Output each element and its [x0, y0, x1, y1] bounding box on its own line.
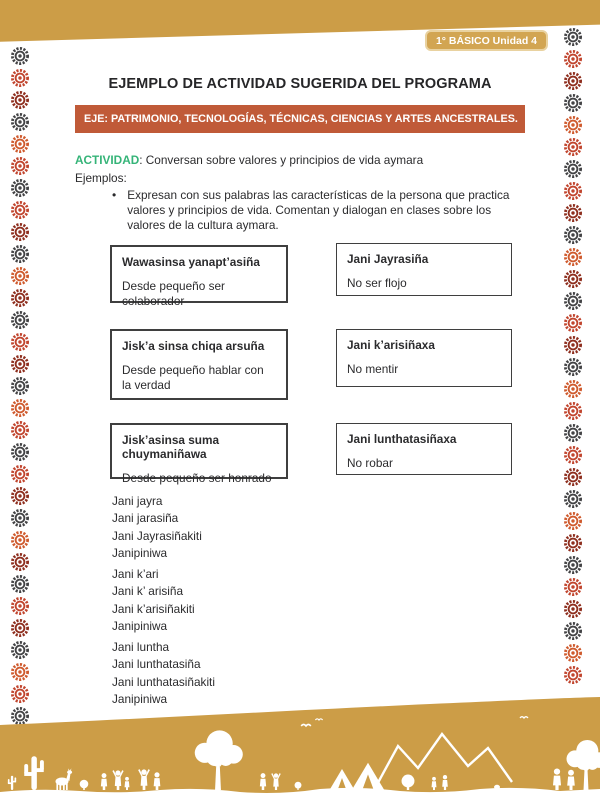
value-box-no-mentir — [336, 329, 512, 387]
ornament-medallion-icon — [10, 530, 30, 550]
word-list-item: Janipiniwa — [112, 618, 168, 633]
value-box-no-robar — [336, 423, 512, 475]
activity-line — [75, 153, 535, 167]
ornament-medallion-icon — [563, 269, 583, 289]
ornament-medallion-icon — [10, 222, 30, 242]
ornament-medallion-icon — [563, 49, 583, 69]
ornament-chain-right — [563, 27, 583, 685]
word-list-jayra — [112, 493, 202, 562]
ornament-medallion-icon — [563, 665, 583, 685]
value-box-aymara: Jani lunthatasiñaxa — [347, 432, 457, 446]
word-list-item: Janipiniwa — [112, 691, 168, 706]
word-list-item: Janipiniwa — [112, 545, 168, 560]
ornament-medallion-icon — [563, 313, 583, 333]
ornament-medallion-icon — [10, 90, 30, 110]
value-box-aymara: Jisk’a sinsa chiqa arsuña — [122, 339, 265, 353]
ornament-medallion-icon — [10, 552, 30, 572]
value-box-spanish: No mentir — [347, 362, 399, 376]
ornament-medallion-icon — [563, 379, 583, 399]
value-box-spanish: No ser flojo — [347, 276, 407, 290]
ornament-medallion-icon — [563, 247, 583, 267]
ornament-medallion-icon — [563, 621, 583, 641]
ornament-medallion-icon — [10, 640, 30, 660]
ornament-medallion-icon — [10, 574, 30, 594]
word-list-item: Jani Jayrasiñakiti — [112, 528, 202, 543]
ornament-medallion-icon — [563, 291, 583, 311]
ornament-medallion-icon — [563, 467, 583, 487]
value-box-spanish: Desde pequeño ser honrado — [122, 471, 272, 485]
ornament-medallion-icon — [563, 115, 583, 135]
ornament-medallion-icon — [10, 332, 30, 352]
ornament-medallion-icon — [10, 420, 30, 440]
page-title: EJEMPLO DE ACTIVIDAD SUGERIDA DEL PROGRAMA — [108, 76, 492, 92]
ornament-medallion-icon — [563, 533, 583, 553]
ornament-medallion-icon — [10, 442, 30, 462]
ornament-medallion-icon — [563, 71, 583, 91]
value-box-colaborador — [110, 245, 288, 308]
ornament-medallion-icon — [563, 401, 583, 421]
ornament-medallion-icon — [10, 464, 30, 484]
ornament-medallion-icon — [563, 203, 583, 223]
ornament-medallion-icon — [10, 596, 30, 616]
ornament-medallion-icon — [563, 137, 583, 157]
word-list-kari — [112, 566, 195, 635]
ornament-medallion-icon — [10, 46, 30, 66]
ornament-chain-left — [10, 46, 30, 726]
ornament-medallion-icon — [10, 266, 30, 286]
value-box-aymara: Jani k’arisiñaxa — [347, 338, 435, 352]
ornament-medallion-icon — [10, 662, 30, 682]
ornament-medallion-icon — [10, 354, 30, 374]
example-bullet-item — [112, 188, 522, 233]
value-box-spanish: No robar — [347, 456, 393, 470]
value-box-honrado — [110, 423, 288, 485]
word-list-item: Jani lunthatasiñakiti — [112, 674, 215, 689]
value-box-verdad — [110, 329, 288, 400]
value-box-aymara: Jisk’asinsa suma chuymaniñawa — [122, 433, 220, 461]
value-box-spanish: Desde pequeño hablar con la verdad — [122, 363, 264, 392]
word-list-item: Jani k’arisiñakiti — [112, 601, 195, 616]
value-box-aymara: Wawasinsa yanapt’asiña — [122, 255, 260, 269]
ornament-medallion-icon — [563, 643, 583, 663]
eje-banner: EJE: PATRIMONIO, TECNOLOGÍAS, TÉCNICAS, CIENCIAS Y ARTES ANCESTRALES. — [75, 105, 525, 133]
ornament-medallion-icon — [563, 93, 583, 113]
word-list-item: Jani jarasiña — [112, 511, 179, 526]
ornament-medallion-icon — [10, 112, 30, 132]
ornament-medallion-icon — [563, 159, 583, 179]
ornament-medallion-icon — [10, 178, 30, 198]
word-list-item: Jani k’ arisiña — [112, 584, 184, 599]
ornament-medallion-icon — [10, 134, 30, 154]
activity-text: : Conversan sobre valores y principios de vida aymara — [139, 153, 424, 167]
ornament-medallion-icon — [563, 599, 583, 619]
ornament-medallion-icon — [10, 486, 30, 506]
ornament-medallion-icon — [563, 489, 583, 509]
ornament-medallion-icon — [10, 618, 30, 638]
ornament-medallion-icon — [10, 156, 30, 176]
ornament-medallion-icon — [10, 244, 30, 264]
ornament-medallion-icon — [563, 357, 583, 377]
ornament-medallion-icon — [563, 335, 583, 355]
ejemplos-label: Ejemplos: — [75, 171, 127, 185]
ornament-medallion-icon — [563, 445, 583, 465]
value-box-spanish: Desde pequeño ser colaborador — [122, 279, 225, 308]
ornament-medallion-icon — [10, 398, 30, 418]
value-box-aymara: Jani Jayrasiña — [347, 252, 429, 266]
ornament-medallion-icon — [10, 288, 30, 308]
activity-label: ACTIVIDAD — [75, 153, 140, 167]
ornament-medallion-icon — [563, 181, 583, 201]
bullet-icon: • — [112, 188, 117, 202]
ornament-medallion-icon — [563, 423, 583, 443]
ornament-medallion-icon — [10, 200, 30, 220]
ornament-medallion-icon — [563, 555, 583, 575]
word-list-item: Jani jayra — [112, 494, 163, 508]
word-list-item: Jani luntha — [112, 640, 170, 654]
example-bullet-text: Expresan con sus palabras las características de la persona que practica valores y principios de vida. Comentan y dialogan en clases sobre los valores de la cultura aymara. — [127, 188, 510, 232]
ornament-medallion-icon — [563, 225, 583, 245]
ornament-medallion-icon — [10, 376, 30, 396]
ornament-medallion-icon — [563, 27, 583, 47]
word-list-item: Jani lunthatasiña — [112, 657, 201, 672]
ornament-medallion-icon — [563, 577, 583, 597]
word-list-item: Jani k’ari — [112, 567, 159, 581]
unit-badge: 1° BÁSICO Unidad 4 — [425, 30, 548, 51]
value-box-no-flojo — [336, 243, 512, 296]
footer-illustration — [0, 688, 600, 800]
ornament-medallion-icon — [10, 310, 30, 330]
ornament-medallion-icon — [10, 68, 30, 88]
ornament-medallion-icon — [563, 511, 583, 531]
ornament-medallion-icon — [10, 508, 30, 528]
